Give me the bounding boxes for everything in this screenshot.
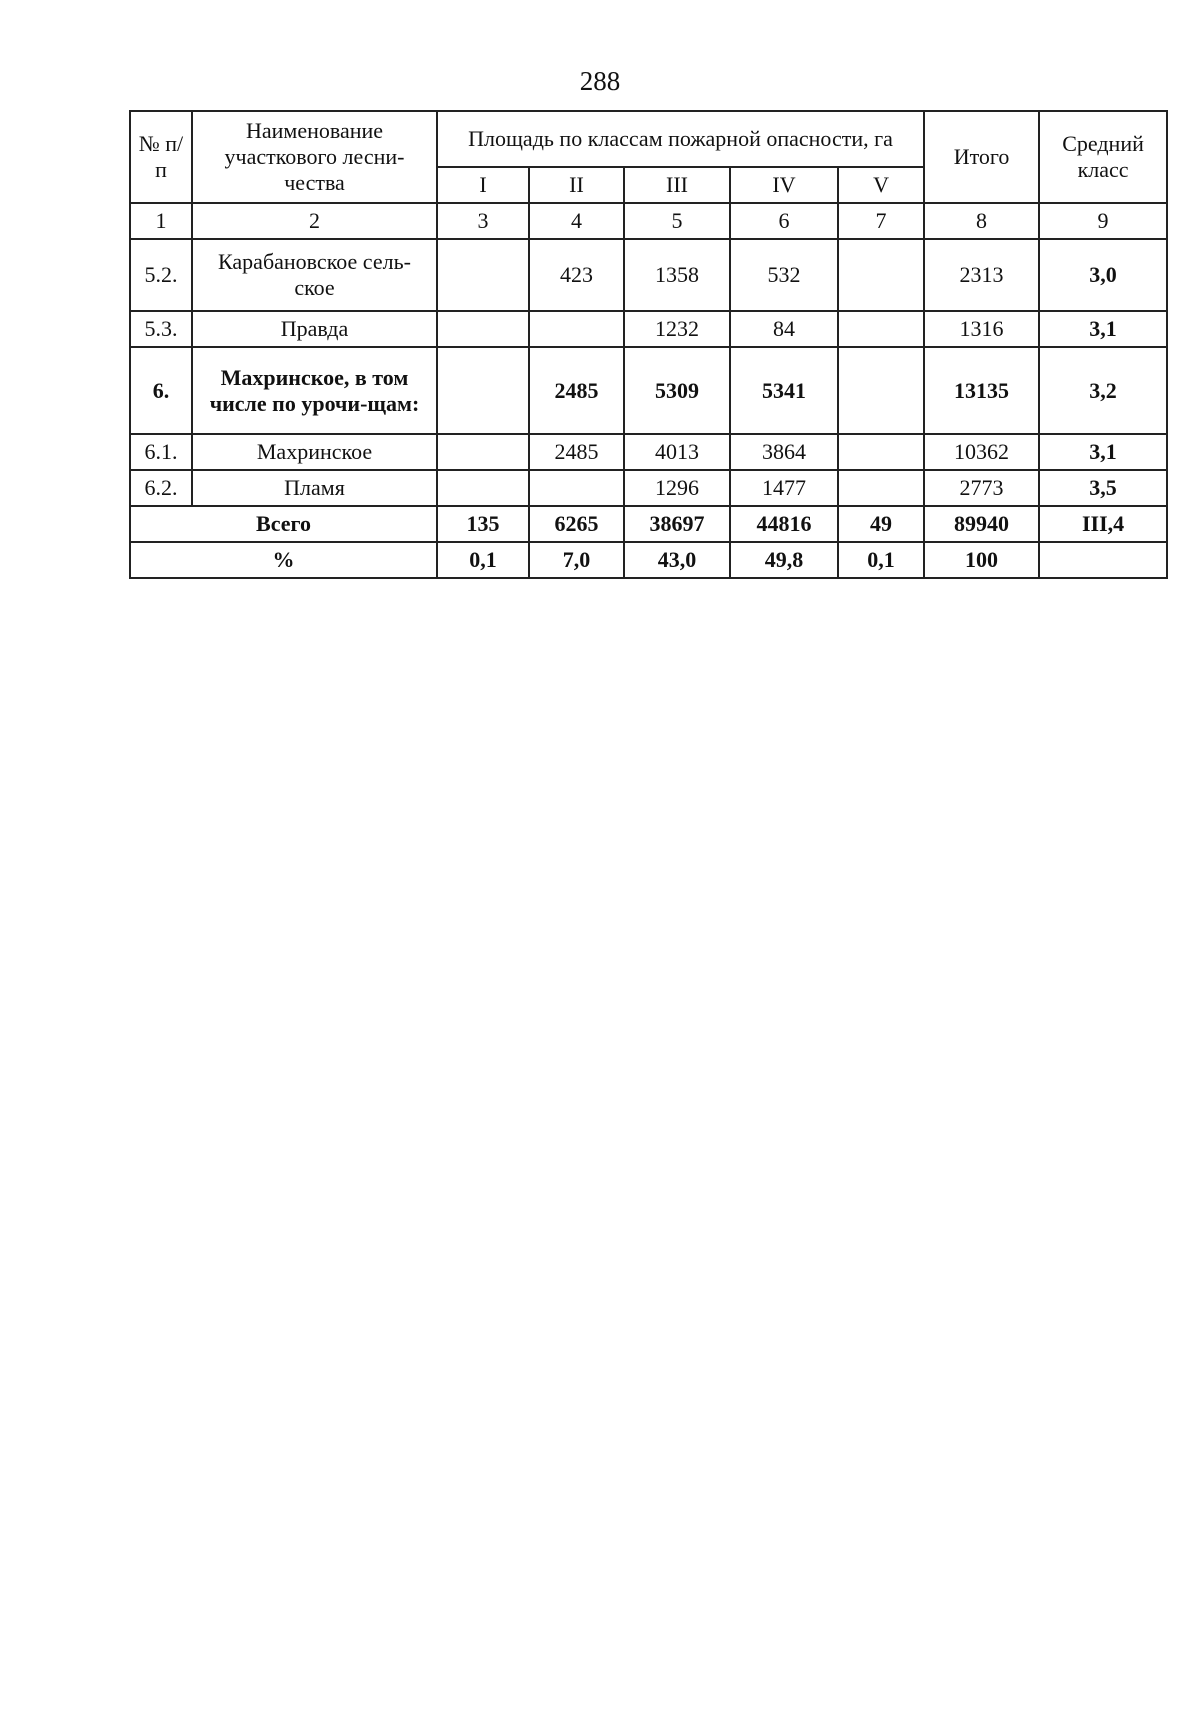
class-i-cell: [437, 239, 529, 311]
class-iii-cell: 1232: [624, 311, 730, 347]
total-row: [130, 506, 1167, 542]
class-v-cell: 49: [838, 506, 924, 542]
class-iv-cell: 44816: [730, 506, 838, 542]
avg-class-cell: 3,5: [1039, 470, 1167, 506]
column-number: 9: [1039, 203, 1167, 239]
avg-class-cell: 3,0: [1039, 239, 1167, 311]
header-class-cell: V: [838, 167, 924, 203]
avg-class-cell: 3,2: [1039, 347, 1167, 434]
row-name: Пламя: [192, 470, 437, 506]
column-number: 4: [529, 203, 624, 239]
row-num: 6.2.: [130, 470, 192, 506]
avg-class-cell: III,4: [1039, 506, 1167, 542]
class-i-cell: 135: [437, 506, 529, 542]
class-iii-cell: 4013: [624, 434, 730, 470]
class-v-cell: [838, 311, 924, 347]
page-number: 288: [579, 66, 621, 96]
class-v-cell: [838, 434, 924, 470]
class-ii-cell: 2485: [529, 434, 624, 470]
class-v-cell: [838, 239, 924, 311]
class-iii-cell: 43,0: [624, 542, 730, 578]
header-name: Наименование участкового лесни-чества: [192, 111, 437, 203]
row-name: Махринское: [192, 434, 437, 470]
class-ii-cell: [529, 311, 624, 347]
total-cell: 89940: [924, 506, 1039, 542]
table-row: [130, 347, 1167, 434]
class-i-cell: [437, 311, 529, 347]
column-number: 5: [624, 203, 730, 239]
row-name: Махринское, в том числе по урочи-щам:: [192, 347, 437, 434]
row-name: Правда: [192, 311, 437, 347]
class-iv-cell: 532: [730, 239, 838, 311]
total-cell: 10362: [924, 434, 1039, 470]
percent-row-label: %: [130, 542, 437, 578]
class-iv-cell: 5341: [730, 347, 838, 434]
class-v-cell: [838, 470, 924, 506]
header-avg: Средний класс: [1039, 111, 1167, 203]
class-i-cell: [437, 347, 529, 434]
column-number: 2: [192, 203, 437, 239]
column-number: 8: [924, 203, 1039, 239]
total-cell: 2313: [924, 239, 1039, 311]
class-ii-cell: 6265: [529, 506, 624, 542]
table-row: [130, 434, 1167, 470]
class-ii-cell: [529, 470, 624, 506]
class-iv-cell: 84: [730, 311, 838, 347]
header-class-cell: IV: [730, 167, 838, 203]
class-ii-cell: 7,0: [529, 542, 624, 578]
class-iii-cell: 5309: [624, 347, 730, 434]
total-row-label: Всего: [130, 506, 437, 542]
row-name: Карабановское сель-ское: [192, 239, 437, 311]
class-v-cell: 0,1: [838, 542, 924, 578]
header-class-cell: I: [437, 167, 529, 203]
class-ii-cell: 2485: [529, 347, 624, 434]
class-v-cell: [838, 347, 924, 434]
column-number: 6: [730, 203, 838, 239]
avg-class-cell: 3,1: [1039, 311, 1167, 347]
class-i-cell: [437, 434, 529, 470]
percent-row: [130, 542, 1167, 578]
table-row: [130, 470, 1167, 506]
header-row: [130, 111, 1167, 167]
table-row: [130, 239, 1167, 311]
header-num: № п/п: [130, 111, 192, 203]
row-num: 6.: [130, 347, 192, 434]
class-i-cell: 0,1: [437, 542, 529, 578]
table-row: [130, 311, 1167, 347]
class-iv-cell: 1477: [730, 470, 838, 506]
avg-class-cell: [1039, 542, 1167, 578]
total-cell: 2773: [924, 470, 1039, 506]
header-total: Итого: [924, 111, 1039, 203]
total-cell: 13135: [924, 347, 1039, 434]
row-num: 5.2.: [130, 239, 192, 311]
column-number: 3: [437, 203, 529, 239]
class-ii-cell: 423: [529, 239, 624, 311]
row-num: 6.1.: [130, 434, 192, 470]
header-area: Площадь по классам пожарной опасности, га: [437, 111, 924, 167]
total-cell: 1316: [924, 311, 1039, 347]
header-class-cell: III: [624, 167, 730, 203]
class-i-cell: [437, 470, 529, 506]
class-iv-cell: 3864: [730, 434, 838, 470]
column-number: 1: [130, 203, 192, 239]
column-number: 7: [838, 203, 924, 239]
class-iii-cell: 1358: [624, 239, 730, 311]
class-iii-cell: 1296: [624, 470, 730, 506]
fire-danger-table: [129, 110, 1168, 579]
class-iv-cell: 49,8: [730, 542, 838, 578]
header-class-cell: II: [529, 167, 624, 203]
class-iii-cell: 38697: [624, 506, 730, 542]
total-cell: 100: [924, 542, 1039, 578]
avg-class-cell: 3,1: [1039, 434, 1167, 470]
column-numbers-row: [130, 203, 1167, 239]
row-num: 5.3.: [130, 311, 192, 347]
